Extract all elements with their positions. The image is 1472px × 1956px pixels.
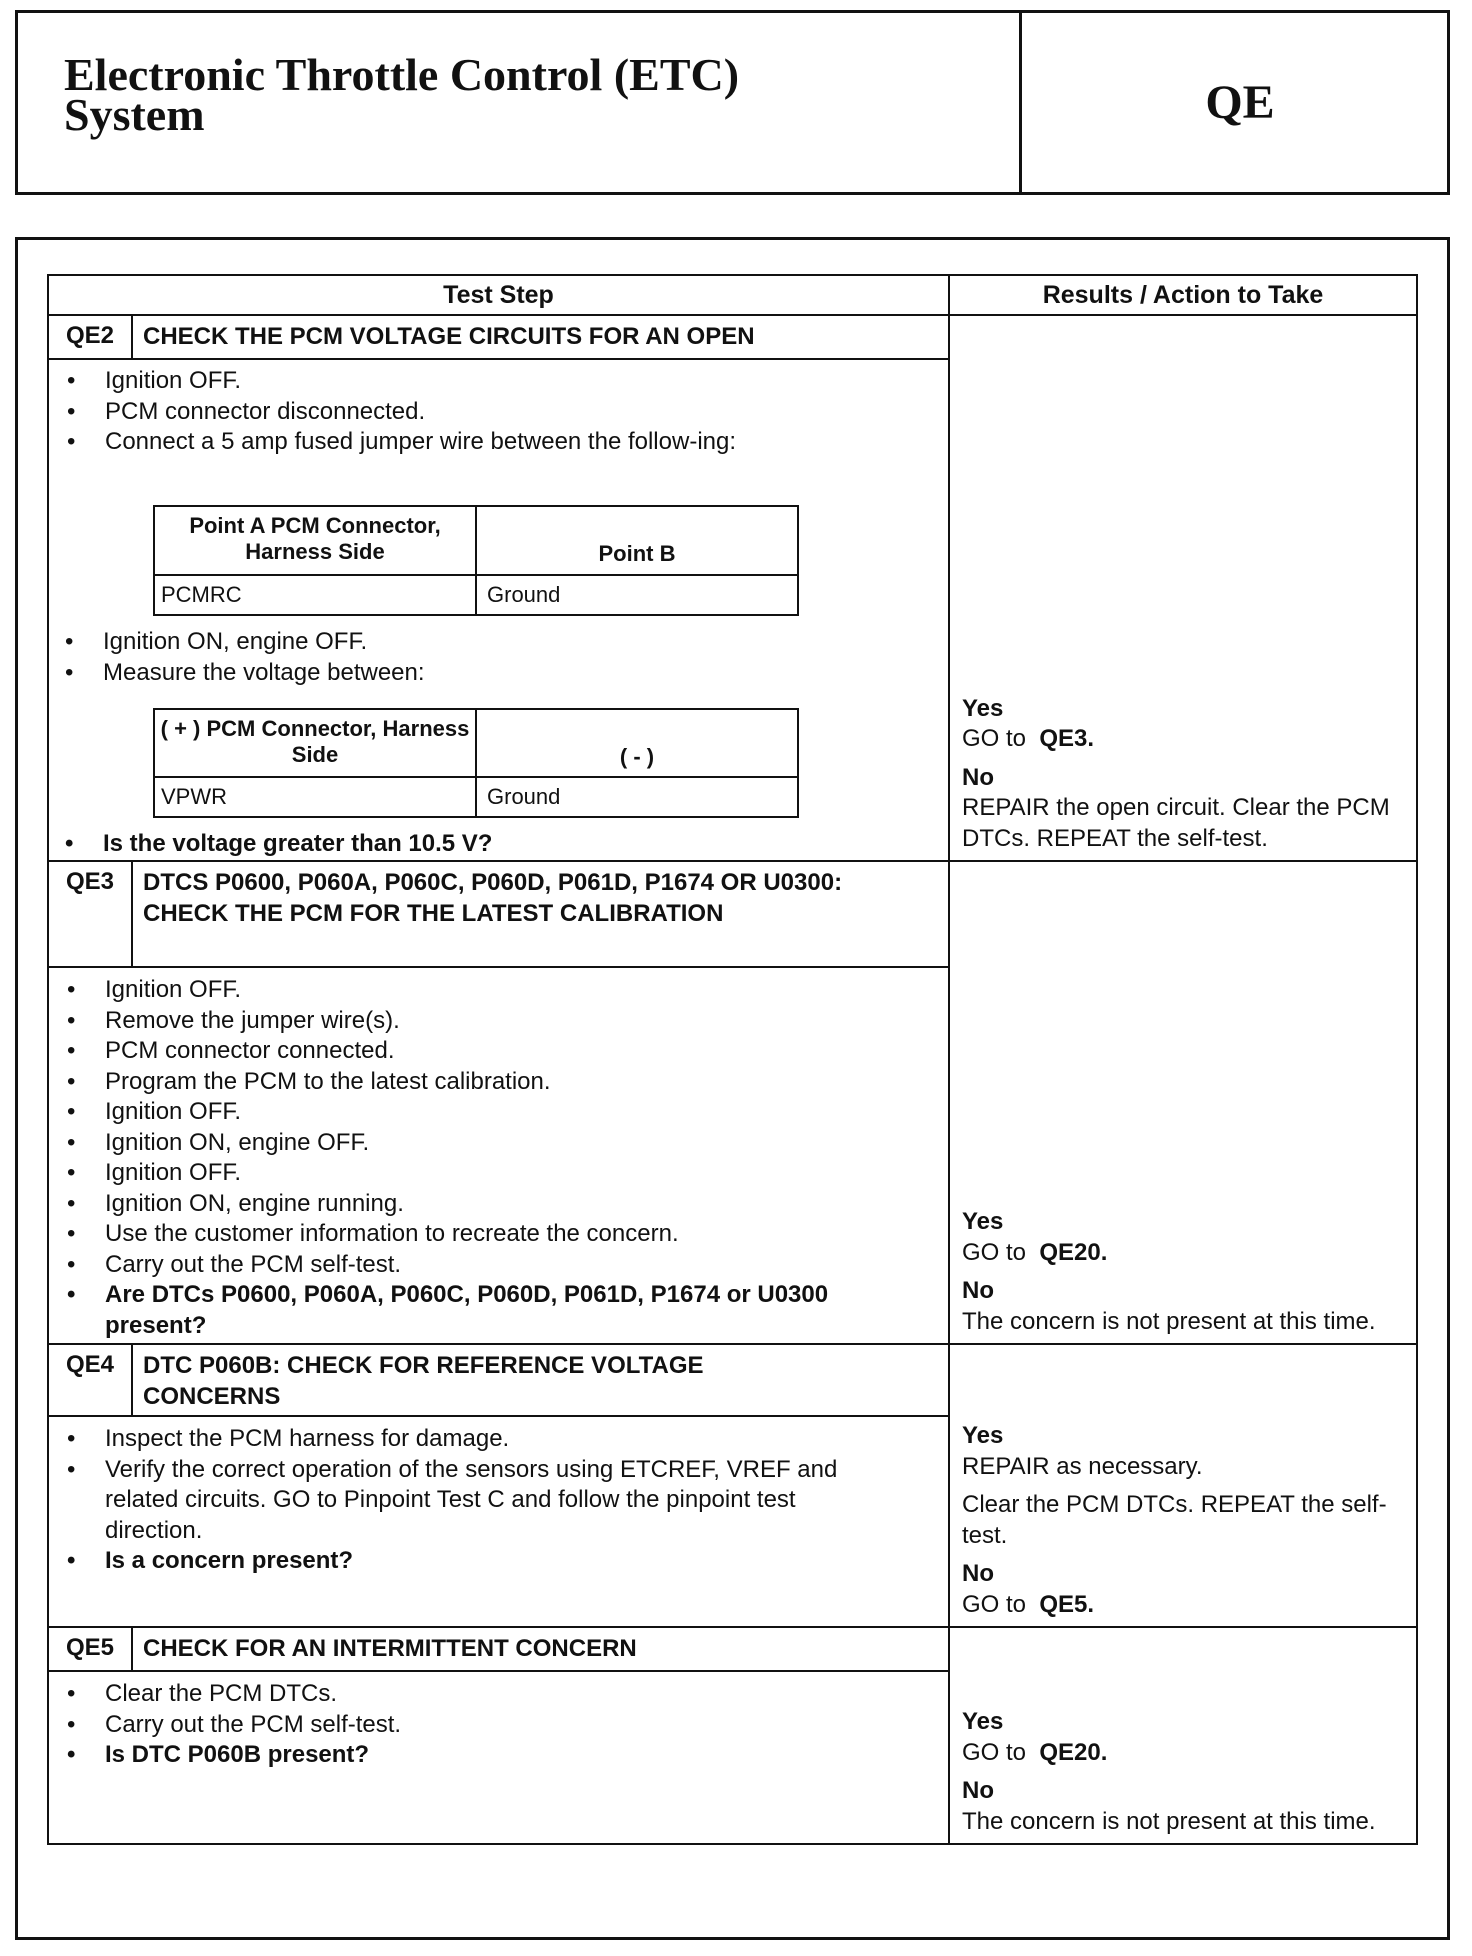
inner-table-b-header-2 bbox=[475, 708, 799, 778]
col-header-results: Results / Action to Take bbox=[948, 274, 1418, 316]
step-bullets bbox=[49, 360, 948, 458]
action-text: GO to bbox=[962, 1238, 1027, 1266]
results-cell bbox=[948, 314, 1418, 862]
bullet: • Ignition OFF. bbox=[49, 975, 929, 1006]
step-title: CHECK FOR AN INTERMITTENT CONCERN bbox=[131, 1626, 950, 1672]
question: • Is a concern present? bbox=[49, 1546, 919, 1577]
step-ref: QE5. bbox=[1039, 1590, 1095, 1618]
bullet: • Remove the jumper wire(s). bbox=[49, 1006, 929, 1037]
step-id: QE2 bbox=[47, 314, 133, 360]
question: • Is DTC P060B present? bbox=[49, 1740, 948, 1771]
no-action: The concern is not present at this time. bbox=[962, 1307, 1376, 1335]
question: • Are DTCs P0600, P060A, P060C, P060D, P061D, P1674 or U0300 present? bbox=[49, 1280, 929, 1341]
action-text: GO to bbox=[962, 725, 1027, 752]
bullet: • Use the customer information to recreate the concern. bbox=[49, 1219, 929, 1250]
yes-action: REPAIR as necessary. bbox=[962, 1452, 1203, 1480]
bullet: • Carry out the PCM self-test. bbox=[49, 1250, 929, 1281]
bullet: • Ignition ON, engine OFF. bbox=[49, 1128, 929, 1159]
action-text: GO to bbox=[962, 1738, 1027, 1766]
inner-table-a-cell: PCMRC bbox=[153, 574, 477, 616]
inner-table-b-cell: Ground bbox=[475, 776, 799, 818]
step-bullets bbox=[49, 1672, 948, 1771]
step-title: CHECK THE PCM VOLTAGE CIRCUITS FOR AN OPEN bbox=[131, 314, 950, 360]
action-text: GO to bbox=[962, 1590, 1027, 1618]
bullet: • PCM connector connected. bbox=[49, 1036, 929, 1067]
step-body bbox=[47, 1670, 950, 1845]
no-label: No bbox=[962, 763, 994, 791]
step-id: QE3 bbox=[47, 860, 133, 968]
yes-label: Yes bbox=[962, 1708, 1004, 1735]
step-ref: QE20. bbox=[1039, 1738, 1108, 1766]
header-text: Point B bbox=[598, 541, 676, 566]
yes-label: Yes bbox=[962, 694, 1004, 722]
inner-table-b-header-1 bbox=[153, 708, 477, 778]
step-title: DTC P060B: CHECK FOR REFERENCE VOLTAGE CONCERNS bbox=[131, 1343, 950, 1417]
step-body bbox=[47, 1415, 950, 1628]
step-ref: QE3. bbox=[1039, 725, 1095, 752]
bullet: • Program the PCM to the latest calibration. bbox=[49, 1067, 929, 1098]
page-title bbox=[64, 49, 740, 140]
step-bullets bbox=[47, 627, 747, 688]
title-line-1: Electronic Throttle Control (ETC) bbox=[64, 49, 740, 100]
bullet: • Ignition OFF. bbox=[49, 1158, 929, 1189]
step-ref: QE20. bbox=[1039, 1238, 1108, 1266]
header-text: Point A PCM Connector, Harness Side bbox=[189, 513, 441, 564]
bullet: • Ignition OFF. bbox=[49, 366, 948, 397]
yes-action bbox=[962, 1738, 1406, 1769]
bullet: • Verify the correct operation of the sensors using ETCREF, VREF and related circuits. GO to Pinpoint Test C and follow the pinpoint test direction. bbox=[49, 1455, 885, 1547]
bullet: • Ignition OFF. bbox=[49, 1097, 929, 1128]
yes-label: Yes bbox=[962, 1208, 1004, 1235]
no-label: No bbox=[962, 1277, 994, 1304]
inner-table-a-header-2 bbox=[475, 505, 799, 576]
bullet: • Ignition ON, engine OFF. bbox=[47, 627, 747, 658]
step-id: QE5 bbox=[47, 1626, 133, 1672]
bullet: • PCM connector disconnected. bbox=[49, 397, 948, 428]
yes-action bbox=[962, 724, 1406, 755]
no-action bbox=[962, 1590, 1406, 1621]
yes-label: Yes bbox=[962, 1422, 1004, 1449]
results-cell bbox=[948, 860, 1418, 1345]
no-label: No bbox=[962, 1777, 994, 1804]
header-divider bbox=[1019, 10, 1022, 195]
header-text: ( + ) PCM Connector, Harness Side bbox=[160, 716, 470, 767]
step-bullets bbox=[49, 968, 929, 1341]
step-bullets bbox=[49, 1417, 919, 1577]
results-cell bbox=[948, 1626, 1418, 1845]
section-code: QE bbox=[1205, 76, 1275, 129]
inner-table-a-cell: Ground bbox=[475, 574, 799, 616]
bullet: • Clear the PCM DTCs. bbox=[49, 1679, 948, 1710]
no-action: The concern is not present at this time. bbox=[962, 1807, 1376, 1835]
bullet: • Carry out the PCM self-test. bbox=[49, 1710, 948, 1741]
results-cell bbox=[948, 1343, 1418, 1628]
bullet: • Ignition ON, engine running. bbox=[49, 1189, 929, 1220]
bullet: • Inspect the PCM harness for damage. bbox=[49, 1424, 919, 1455]
bullet: • Measure the voltage between: bbox=[47, 658, 747, 689]
yes-action bbox=[962, 1238, 1406, 1269]
step-body bbox=[47, 966, 950, 1345]
step-question bbox=[47, 829, 847, 860]
inner-table-b-cell: VPWR bbox=[153, 776, 477, 818]
title-line-2: System bbox=[64, 89, 205, 140]
question: • Is the voltage greater than 10.5 V? bbox=[47, 829, 847, 860]
bullet: • Connect a 5 amp fused jumper wire between the follow-ing: bbox=[49, 427, 785, 458]
header-text: ( - ) bbox=[619, 744, 655, 769]
no-action: REPAIR the open circuit. Clear the PCM DTCs. REPEAT the self-test. bbox=[962, 794, 1390, 852]
col-header-test-step: Test Step bbox=[47, 274, 950, 316]
step-id: QE4 bbox=[47, 1343, 133, 1417]
step-title: DTCS P0600, P060A, P060C, P060D, P061D, P1674 OR U0300: CHECK THE PCM FOR THE LATEST CALIBRATION bbox=[131, 860, 950, 968]
yes-action-2: Clear the PCM DTCs. REPEAT the self-test. bbox=[962, 1491, 1387, 1549]
no-label: No bbox=[962, 1560, 994, 1587]
inner-table-a-header-1 bbox=[153, 505, 477, 576]
